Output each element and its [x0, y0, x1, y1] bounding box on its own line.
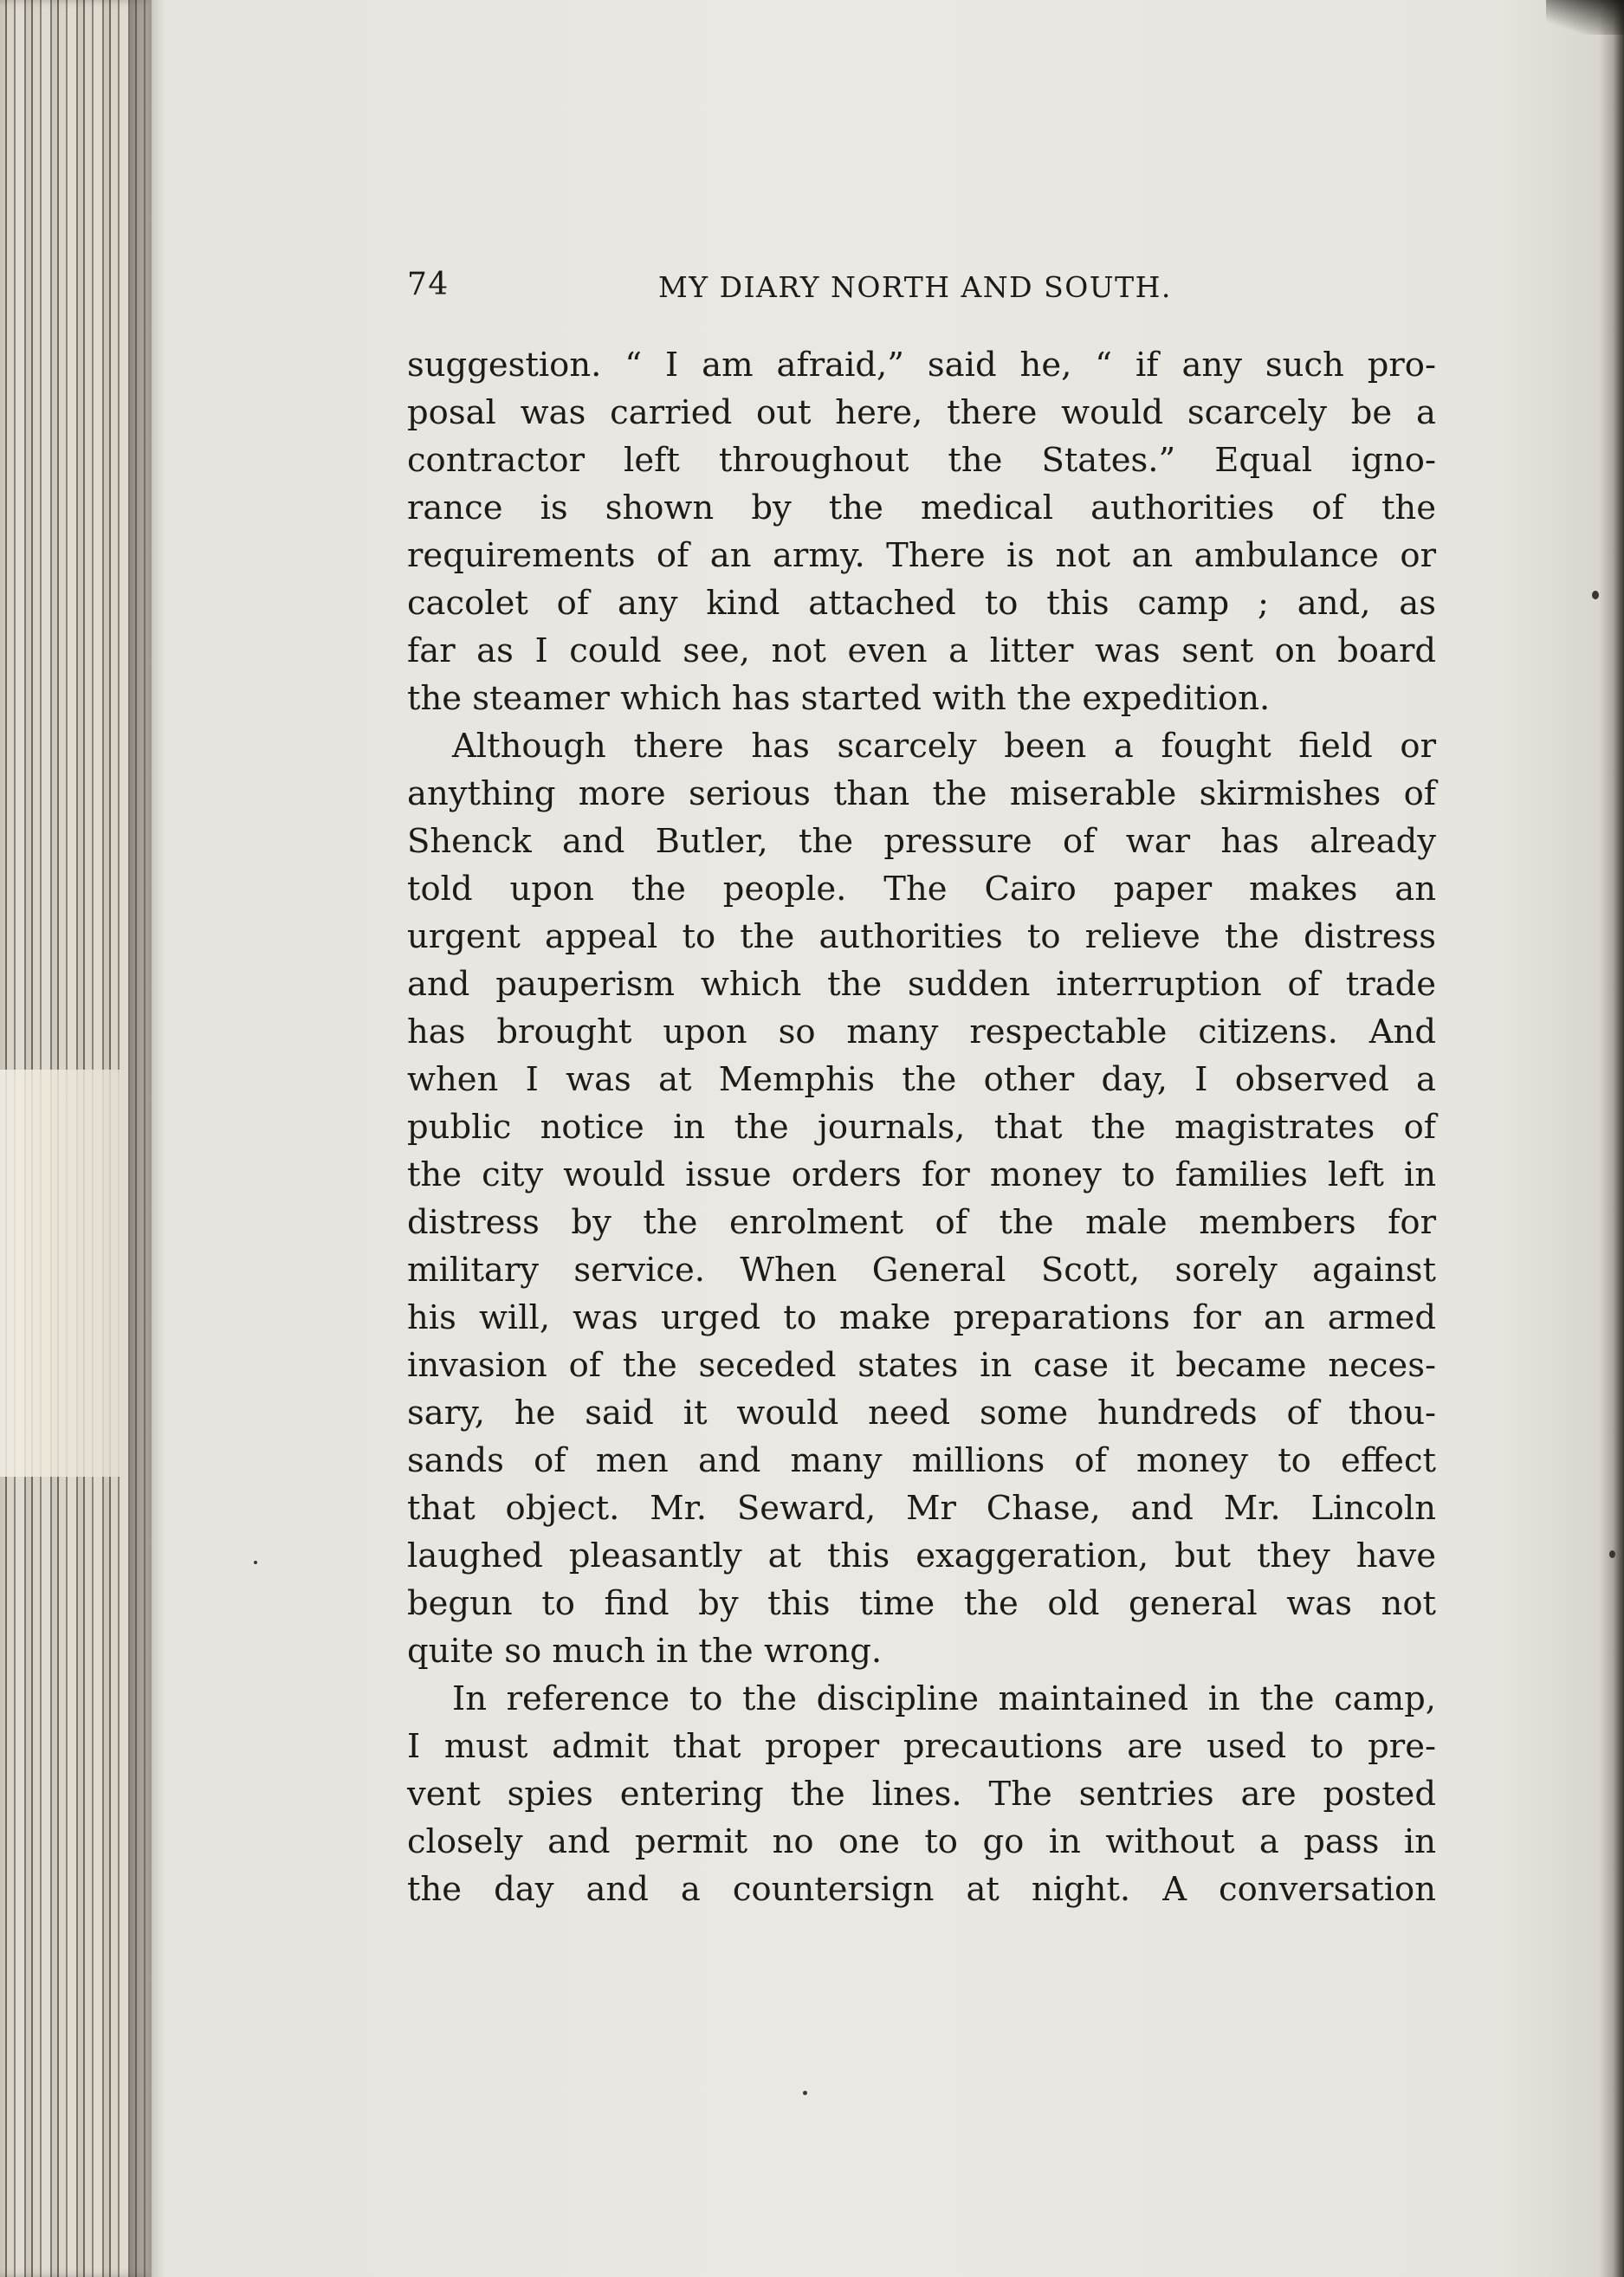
- text-line: and pauperism which the sudden interruption of trade: [407, 965, 1436, 1004]
- text-block: [407, 260, 1436, 1913]
- text-line: suggestion. “ I am afraid,” said he, “ if any such pro-: [407, 346, 1436, 385]
- text-line: the day and a countersign at night. A conversation: [407, 1870, 1436, 1909]
- ink-speck: [1592, 591, 1599, 599]
- right-page-edge: [1600, 0, 1624, 2277]
- paragraph-start-line: In reference to the discipline maintained in the camp,: [452, 1679, 1436, 1718]
- running-title: MY DIARY NORTH AND SOUTH.: [658, 270, 1172, 304]
- text-line: rance is shown by the medical authorities of the: [407, 488, 1436, 527]
- page-number: 74: [407, 267, 450, 302]
- text-line: distress by the enrolment of the male members for: [407, 1203, 1436, 1242]
- text-line: public notice in the journals, that the magistrates of: [407, 1108, 1436, 1147]
- text-line: invasion of the seceded states in case it became neces-: [407, 1346, 1436, 1385]
- running-head: [407, 260, 1436, 312]
- corner-shadow: [1546, 0, 1624, 35]
- ink-speck: [254, 1561, 257, 1564]
- text-line: I must admit that proper precautions are used to pre-: [407, 1727, 1436, 1766]
- text-line: contractor left throughout the States.” Equal igno-: [407, 441, 1436, 480]
- text-line: vent spies entering the lines. The sentries are posted: [407, 1775, 1436, 1814]
- text-line: military service. When General Scott, sorely against: [407, 1251, 1436, 1290]
- text-line: quite so much in the wrong.: [407, 1632, 883, 1671]
- text-line: told upon the people. The Cairo paper makes an: [407, 870, 1436, 909]
- text-line: Shenck and Butler, the pressure of war has already: [407, 822, 1436, 861]
- text-line: when I was at Memphis the other day, I observed a: [407, 1060, 1436, 1099]
- paragraph-start-line: Although there has scarcely been a fought field or: [452, 727, 1436, 766]
- text-line: the steamer which has started with the expedition.: [407, 679, 1271, 718]
- text-line: the city would issue orders for money to families left in: [407, 1155, 1436, 1194]
- text-line: requirements of an army. There is not an ambulance or: [407, 536, 1436, 575]
- ink-speck: [1609, 1550, 1615, 1558]
- gutter-shadow: [130, 0, 165, 2277]
- text-line: laughed pleasantly at this exaggeration, but they have: [407, 1536, 1436, 1575]
- text-line: far as I could see, not even a litter was sent on board: [407, 631, 1436, 670]
- text-line: begun to find by this time the old general was not: [407, 1584, 1436, 1623]
- text-line: that object. Mr. Seward, Mr Chase, and Mr. Lincoln: [407, 1489, 1436, 1528]
- text-line: cacolet of any kind attached to this camp ; and, as: [407, 584, 1436, 623]
- text-line: his will, was urged to make preparations for an armed: [407, 1298, 1436, 1337]
- text-line: closely and permit no one to go in without a pass in: [407, 1822, 1436, 1861]
- page-edges-highlight: [0, 1070, 121, 1477]
- ink-speck: [803, 2091, 807, 2095]
- text-line: posal was carried out here, there would scarcely be a: [407, 393, 1436, 432]
- text-line: sary, he said it would need some hundreds of thou-: [407, 1394, 1436, 1433]
- text-line: has brought upon so many respectable citizens. And: [407, 1012, 1436, 1051]
- text-line: urgent appeal to the authorities to relieve the distress: [407, 917, 1436, 956]
- text-line: sands of men and many millions of money to effect: [407, 1441, 1436, 1480]
- text-line: anything more serious than the miserable skirmishes of: [407, 774, 1436, 813]
